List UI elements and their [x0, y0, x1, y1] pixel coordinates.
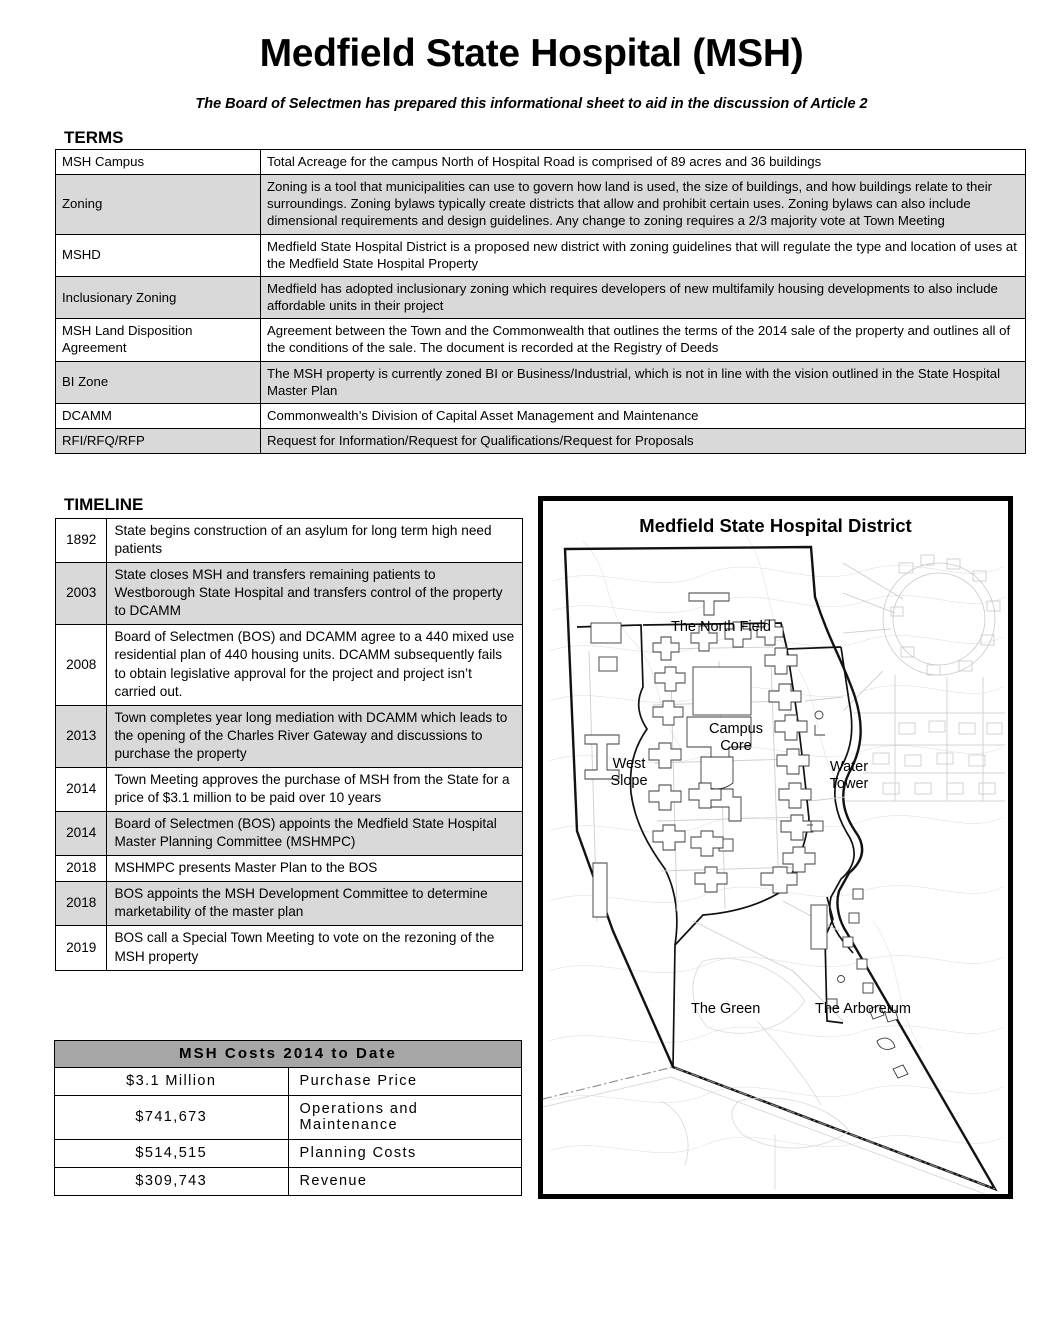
- term-name: DCAMM: [56, 403, 261, 428]
- timeline-year: 2014: [56, 812, 107, 856]
- timeline-year: 2014: [56, 767, 107, 811]
- terms-section-heading: TERMS: [64, 128, 124, 147]
- table-row: [56, 882, 523, 926]
- cost-amount: $514,515: [55, 1140, 289, 1168]
- table-row: [55, 1168, 522, 1196]
- cost-amount: $309,743: [55, 1168, 289, 1196]
- msh-costs-table: [54, 1040, 522, 1196]
- table-row: [56, 319, 1026, 361]
- timeline-year: 2018: [56, 882, 107, 926]
- term-definition: Request for Information/Request for Qualifications/Request for Proposals: [261, 429, 1026, 454]
- table-row: [56, 563, 523, 625]
- table-row: [56, 361, 1026, 403]
- term-name: BI Zone: [56, 361, 261, 403]
- term-name: MSH Campus: [56, 150, 261, 175]
- timeline-section-heading: TIMELINE: [64, 495, 144, 514]
- timeline-year: 2008: [56, 625, 107, 705]
- term-name: MSHD: [56, 234, 261, 276]
- timeline-event: Town Meeting approves the purchase of MSH from the State for a price of $3.1 million to be paid over 10 years: [107, 767, 523, 811]
- term-definition: Medfield has adopted inclusionary zoning which requires developers of new multifamily housing developments to also include affordable units in their project: [261, 276, 1026, 318]
- table-row: [56, 856, 523, 882]
- table-row: [56, 403, 1026, 428]
- timeline-event: Board of Selectmen (BOS) and DCAMM agree to a 440 mixed use residential plan of 440 housing units. DCAMM subsequently fails to obtain legislative approval for the project and project isn’t carried out.: [107, 625, 523, 705]
- timeline-event: MSHMPC presents Master Plan to the BOS: [107, 856, 523, 882]
- term-definition: Agreement between the Town and the Commonwealth that outlines the terms of the 2014 sale of the property and outlines all of the conditions of the sale. The document is recorded at the Registry of Deeds: [261, 319, 1026, 361]
- timeline-year: 2003: [56, 563, 107, 625]
- map-label-north-field: The North Field: [671, 619, 771, 635]
- table-row: [56, 234, 1026, 276]
- timeline-year: 2018: [56, 856, 107, 882]
- page-subtitle: The Board of Selectmen has prepared this informational sheet to aid in the discussion of Article 2: [195, 96, 868, 112]
- term-name: Zoning: [56, 175, 261, 234]
- cost-amount: $741,673: [55, 1096, 289, 1140]
- page-title: Medfield State Hospital (MSH): [259, 32, 804, 75]
- table-header-row: [55, 1041, 522, 1068]
- table-row: [56, 767, 523, 811]
- timeline-year: 2013: [56, 705, 107, 767]
- timeline-year: 1892: [56, 519, 107, 563]
- cost-label: Purchase Price: [288, 1068, 522, 1096]
- cost-label: Operations and Maintenance: [288, 1096, 522, 1140]
- table-row: [56, 175, 1026, 234]
- district-map-drawing: [543, 501, 1008, 1194]
- term-definition: Medfield State Hospital District is a proposed new district with zoning guidelines that will regulate the type and location of uses at the Medfield State Hospital Property: [261, 234, 1026, 276]
- table-row: [56, 150, 1026, 175]
- hospital-road: [543, 1067, 995, 1194]
- table-row: [56, 926, 523, 970]
- map-title: Medfield State Hospital District: [639, 515, 912, 536]
- map-label-water-tower: Water Tower: [829, 759, 869, 792]
- table-row: [56, 519, 523, 563]
- map-label-west-slope: West Slope: [610, 756, 648, 789]
- table-row: [56, 429, 1026, 454]
- table-row: [56, 705, 523, 767]
- timeline-event: State closes MSH and transfers remaining patients to Westborough State Hospital and transfers control of the property to DCAMM: [107, 563, 523, 625]
- terms-table: [55, 149, 1026, 454]
- map-label-the-green: The Green: [691, 1001, 761, 1017]
- term-name: RFI/RFQ/RFP: [56, 429, 261, 454]
- term-name: MSH Land Disposition Agreement: [56, 319, 261, 361]
- map-label-campus-core: Campus Core: [709, 721, 763, 754]
- term-definition: Total Acreage for the campus North of Hospital Road is comprised of 89 acres and 36 buildings: [261, 150, 1026, 175]
- timeline-event: Town completes year long mediation with DCAMM which leads to the opening of the Charles River Gateway and discussions to purchase the property: [107, 705, 523, 767]
- costs-table-header: MSH Costs 2014 to Date: [55, 1041, 522, 1068]
- timeline-event: Board of Selectmen (BOS) appoints the Medfield State Hospital Master Planning Committee (MSHMPC): [107, 812, 523, 856]
- cost-amount: $3.1 Million: [55, 1068, 289, 1096]
- timeline-event: State begins construction of an asylum for long term high need patients: [107, 519, 523, 563]
- timeline-event: BOS call a Special Town Meeting to vote on the rezoning of the MSH property: [107, 926, 523, 970]
- table-row: [56, 812, 523, 856]
- timeline-event: BOS appoints the MSH Development Committee to determine marketability of the master plan: [107, 882, 523, 926]
- table-row: [56, 625, 523, 705]
- term-name: Inclusionary Zoning: [56, 276, 261, 318]
- term-definition: Commonwealth’s Division of Capital Asset Management and Maintenance: [261, 403, 1026, 428]
- timeline-table: [55, 518, 523, 971]
- term-definition: The MSH property is currently zoned BI or Business/Industrial, which is not in line with the vision outlined in the State Hospital Master Plan: [261, 361, 1026, 403]
- table-row: [55, 1140, 522, 1168]
- term-definition: Zoning is a tool that municipalities can use to govern how land is used, the size of buildings, and how buildings relate to their surroundings. Zoning bylaws typically create districts that allow and prohibit certain uses. Zoning bylaws can also include dimensional requirements and design guidelines. Any change to zoning requires a 2/3 majority vote at Town Meeting: [261, 175, 1026, 234]
- timeline-year: 2019: [56, 926, 107, 970]
- table-row: [55, 1068, 522, 1096]
- table-row: [56, 276, 1026, 318]
- map-label-arboretum: The Arboretum: [815, 1001, 911, 1017]
- district-map-panel: [538, 496, 1013, 1199]
- cost-label: Planning Costs: [288, 1140, 522, 1168]
- cost-label: Revenue: [288, 1168, 522, 1196]
- table-row: [55, 1096, 522, 1140]
